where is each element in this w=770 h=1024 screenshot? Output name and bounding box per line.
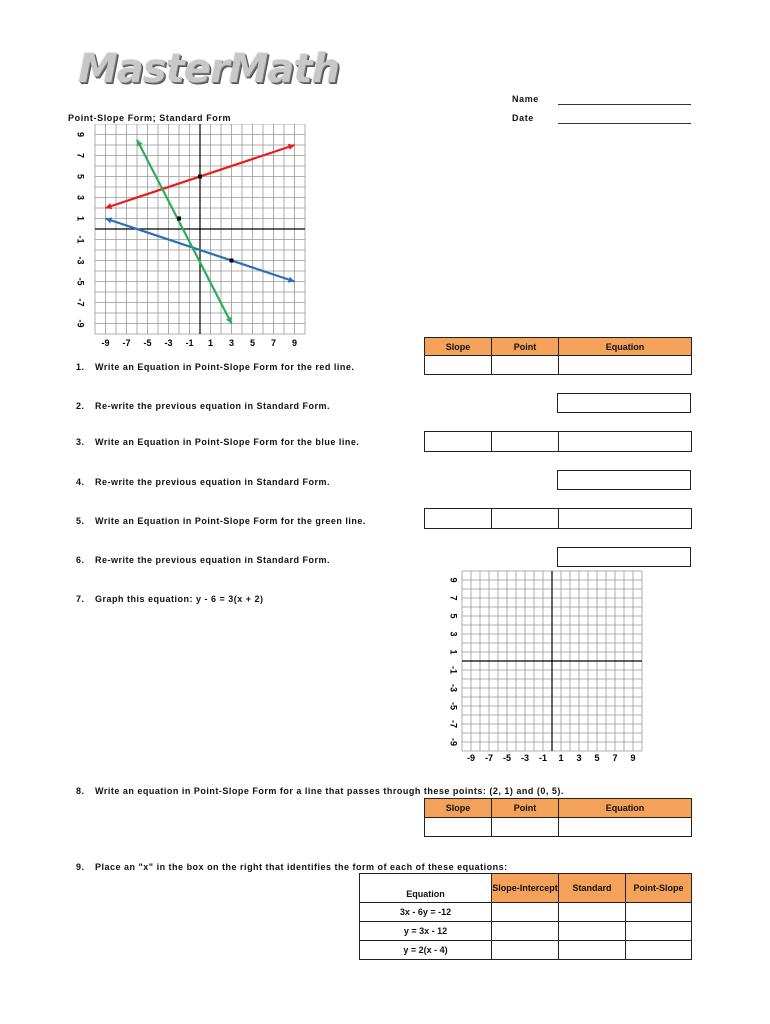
y-tick-label: 1 — [448, 649, 459, 655]
name-field[interactable] — [558, 104, 691, 105]
x-tick-label: -1 — [538, 753, 548, 763]
x-tick-label: 5 — [249, 338, 256, 348]
x-tick-label: -9 — [466, 753, 476, 763]
y-tick-label: -3 — [448, 683, 459, 693]
date-label: Date — [512, 113, 534, 123]
line-point-marker — [177, 217, 181, 221]
q8-answer-table — [424, 798, 692, 837]
slope-intercept-header: Slope-Intercept — [492, 874, 559, 903]
question-8: 8. Write an equation in Point-Slope Form for a line that passes through these points: (2, 1) and (0, 5). — [76, 786, 564, 796]
graph-1-grid — [95, 124, 305, 334]
x-tick-label: -5 — [502, 753, 512, 763]
form-checkbox[interactable] — [492, 922, 559, 941]
equation-cell: y = 3x - 12 — [360, 922, 492, 941]
y-tick-label: 9 — [75, 131, 86, 138]
q3-slope-cell[interactable] — [425, 432, 492, 452]
line-point-marker — [230, 259, 234, 263]
q5-equation-cell[interactable] — [559, 509, 692, 529]
y-tick-label: -9 — [448, 737, 459, 747]
slope-header: Slope — [425, 799, 492, 818]
question-5: 5. Write an Equation in Point-Slope Form for the green line. — [76, 516, 366, 526]
point-slope-header: Point-Slope — [626, 874, 692, 903]
form-checkbox[interactable] — [492, 941, 559, 960]
q5-slope-cell[interactable] — [425, 509, 492, 529]
x-tick-label: 1 — [558, 753, 564, 763]
q8-point-cell[interactable] — [492, 818, 559, 837]
graph-2[interactable] — [442, 568, 664, 768]
q1-slope-cell[interactable] — [425, 356, 492, 375]
q5-point-cell[interactable] — [492, 509, 559, 529]
q5-answer-table — [424, 508, 692, 529]
point-header: Point — [492, 799, 559, 818]
x-tick-label: -3 — [520, 753, 530, 763]
q4-answer-box[interactable] — [557, 470, 691, 490]
question-7: 7. Graph this equation: y - 6 = 3(x + 2) — [76, 594, 264, 604]
graph-1-tick-labels — [76, 132, 297, 348]
section-title: Point-Slope Form; Standard Form — [68, 113, 232, 123]
slope-header: Slope — [425, 338, 492, 356]
q8-equation-cell[interactable] — [559, 818, 692, 837]
x-tick-label: 7 — [270, 338, 277, 348]
q6-answer-box[interactable] — [557, 547, 691, 567]
x-tick-label: 5 — [594, 753, 600, 763]
date-field[interactable] — [558, 123, 691, 124]
x-tick-label: 9 — [291, 338, 298, 348]
name-label: Name — [512, 94, 539, 104]
x-tick-label: -1 — [185, 338, 194, 348]
form-checkbox[interactable] — [492, 903, 559, 922]
x-tick-label: -5 — [143, 338, 152, 348]
question-6: 6. Re-write the previous equation in Standard Form. — [76, 555, 331, 565]
q1-equation-cell[interactable] — [559, 356, 692, 375]
x-tick-label: -3 — [164, 338, 173, 348]
q1-answer-table — [424, 337, 692, 375]
form-checkbox[interactable] — [559, 903, 626, 922]
y-tick-label: 9 — [448, 577, 459, 583]
question-3: 3. Write an Equation in Point-Slope Form for the blue line. — [76, 437, 360, 447]
x-tick-label: 3 — [576, 753, 582, 763]
y-tick-label: 5 — [448, 613, 459, 619]
q3-answer-table — [424, 431, 692, 452]
form-checkbox[interactable] — [626, 903, 692, 922]
y-tick-label: -3 — [75, 256, 86, 265]
equation-column-header: Equation — [360, 874, 492, 903]
q3-equation-cell[interactable] — [559, 432, 692, 452]
x-tick-label: -9 — [101, 338, 110, 348]
equation-cell: 3x - 6y = -12 — [360, 903, 492, 922]
equation-cell: y = 2(x - 4) — [360, 941, 492, 960]
x-tick-label: 3 — [228, 338, 235, 348]
y-tick-label: -1 — [448, 665, 459, 675]
y-tick-label: 3 — [75, 194, 86, 201]
q3-point-cell[interactable] — [492, 432, 559, 452]
y-tick-label: -5 — [448, 701, 459, 711]
graph-line — [137, 140, 232, 324]
x-tick-label: -7 — [122, 338, 131, 348]
question-4: 4. Re-write the previous equation in Standard Form. — [76, 477, 331, 487]
form-checkbox[interactable] — [626, 941, 692, 960]
y-tick-label: -7 — [75, 298, 86, 307]
x-tick-label: -7 — [484, 753, 494, 763]
point-header: Point — [492, 338, 559, 356]
standard-header: Standard — [559, 874, 626, 903]
form-checkbox[interactable] — [559, 922, 626, 941]
graph-1 — [72, 124, 317, 356]
question-2: 2. Re-write the previous equation in Standard Form. — [76, 401, 331, 411]
equation-header: Equation — [559, 799, 692, 818]
y-tick-label: 7 — [448, 595, 459, 601]
line-point-marker — [198, 175, 202, 179]
graph-2-grid — [462, 571, 642, 751]
forms-table — [359, 873, 692, 960]
y-tick-label: 3 — [448, 631, 459, 637]
question-9: 9. Place an "x" in the box on the right that identifies the form of each of these equations: — [76, 862, 508, 872]
x-tick-label: 1 — [207, 338, 214, 348]
form-checkbox[interactable] — [559, 941, 626, 960]
y-tick-label: -1 — [75, 235, 86, 244]
y-tick-label: -9 — [75, 319, 86, 328]
question-1: 1. Write an Equation in Point-Slope Form for the red line. — [76, 362, 355, 372]
form-checkbox[interactable] — [626, 922, 692, 941]
q8-slope-cell[interactable] — [425, 818, 492, 837]
x-tick-label: 9 — [630, 753, 636, 763]
y-tick-label: -7 — [448, 719, 459, 729]
y-tick-label: 5 — [75, 173, 86, 180]
mastermath-logo: MasterMath — [78, 46, 339, 92]
q2-answer-box[interactable] — [557, 393, 691, 413]
x-tick-label: 7 — [612, 753, 618, 763]
y-tick-label: 1 — [75, 215, 86, 222]
y-tick-label: -5 — [75, 277, 86, 286]
q1-point-cell[interactable] — [492, 356, 559, 375]
equation-header: Equation — [559, 338, 692, 356]
y-tick-label: 7 — [75, 152, 86, 159]
